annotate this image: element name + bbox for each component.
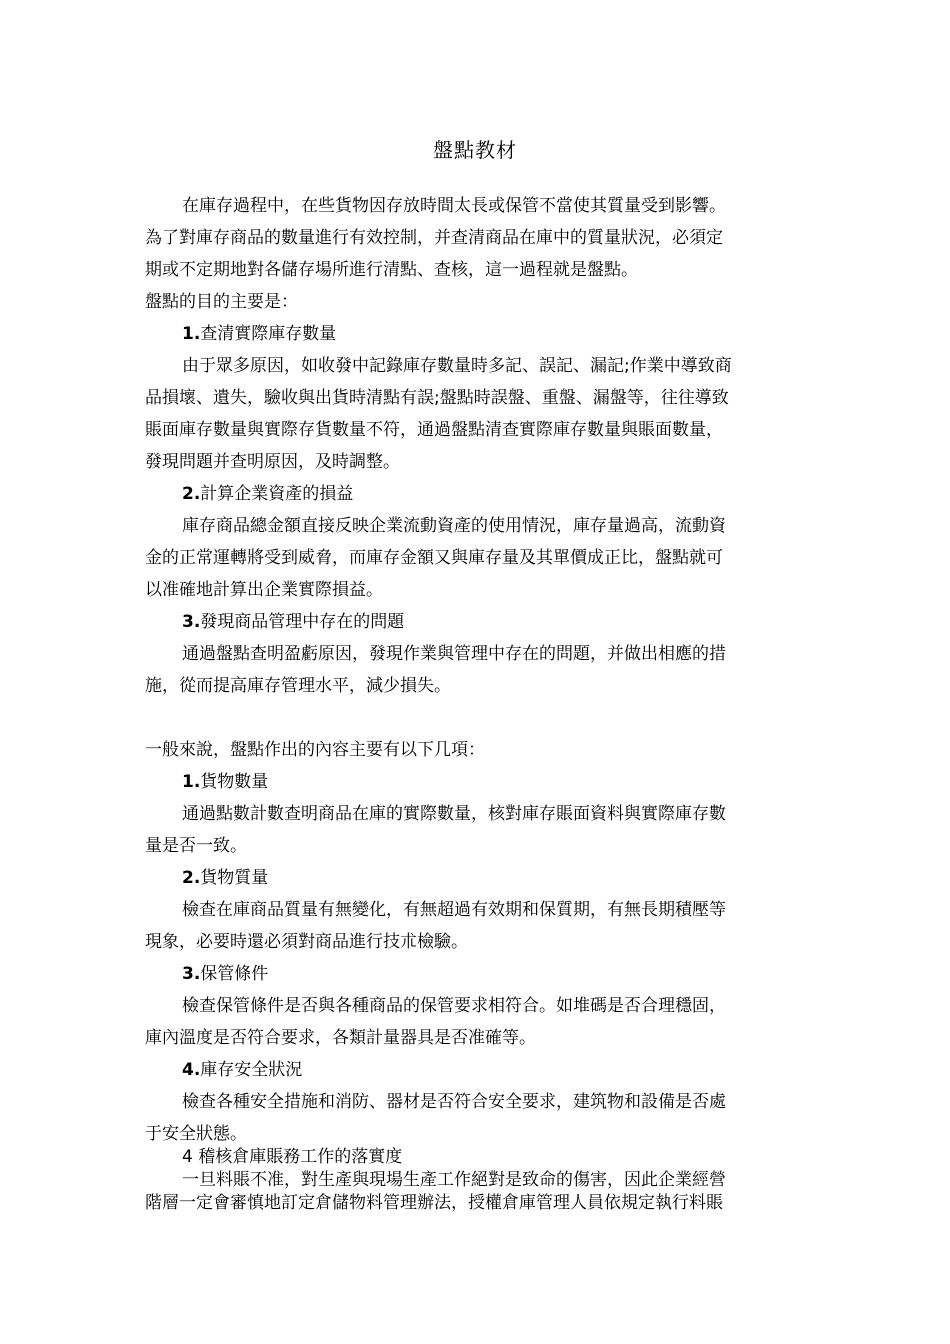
heading-number: 1. xyxy=(182,324,201,344)
paragraph-line: 庫內溫度是否符合要求，各類計量器具是否准確等。 xyxy=(145,1028,536,1048)
paragraph-line: 通過盤點查明盈虧原因，發現作業與管理中存在的問題，并做出相應的措 xyxy=(182,644,726,664)
paragraph-line: 為了對庫存商品的數量進行有效控制，并查清商品在庫中的質量狀況，必須定 xyxy=(145,228,723,248)
paragraph-line: 檢查保管條件是否與各種商品的保管要求相符合。如堆碼是否合理穩固， xyxy=(182,996,726,1016)
paragraph-line: 金的正常運轉將受到威脅，而庫存金額又與庫存量及其單價成正比，盤點就可 xyxy=(145,548,723,568)
paragraph-line: 一般來說，盤點作出的內容主要有以下几項： xyxy=(145,740,485,760)
section-heading xyxy=(182,322,805,346)
paragraph-line: 盤點的目的主要是： xyxy=(145,292,298,312)
heading-text: 發現商品管理中存在的問題 xyxy=(200,612,405,632)
heading-number: 2. xyxy=(182,484,201,504)
section-heading xyxy=(182,610,805,634)
paragraph-line: 庫存商品總金額直接反映企業流動資產的使用情況，庫存量過高，流動資 xyxy=(182,516,726,536)
paragraph-line: 檢查各種安全措施和消防、器材是否符合安全要求，建筑物和設備是否處 xyxy=(182,1092,726,1112)
paragraph-line: 發現問題并查明原因，及時調整。 xyxy=(145,452,400,472)
heading-number: 4. xyxy=(182,1060,201,1080)
paragraph-line: 品損壞、遺失，驗收與出貨時清點有誤;盤點時誤盤、重盤、漏盤等，往往導致 xyxy=(145,388,729,408)
section-heading xyxy=(182,962,805,986)
heading-number: 2. xyxy=(182,868,201,888)
paragraph-line: 量是否一致。 xyxy=(145,836,247,856)
paragraph-line: 施，從而提高庫存管理水平，減少損失。 xyxy=(145,676,451,696)
section-heading xyxy=(182,1058,805,1082)
paragraph-line: 階層一定會審慎地訂定倉儲物料管理辦法，授權倉庫管理人員依規定執行料賬 xyxy=(145,1193,723,1213)
paragraph-line: 以准確地計算出企業實際損益。 xyxy=(145,580,383,600)
heading-text: 查清實際庫存數量 xyxy=(200,324,337,344)
page-title: 盤點教材 xyxy=(433,138,517,162)
paragraph-line: 在庫存過程中，在些貨物因存放時間太長或保管不當使其質量受到影響。 xyxy=(182,196,726,216)
heading-text: 貨物數量 xyxy=(200,772,269,792)
section-heading xyxy=(182,866,805,890)
paragraph-line: 期或不定期地對各儲存場所進行清點、查核，這一過程就是盤點。 xyxy=(145,260,638,280)
paragraph-line: 檢查在庫商品質量有無變化，有無超過有效期和保質期，有無長期積壓等 xyxy=(182,900,726,920)
section-heading: 4 稽核倉庫賬務工作的落實度 xyxy=(182,1147,403,1167)
paragraph-line: 賬面庫存數量與實際存貨數量不符，通過盤點清查實際庫存數量與賬面數量， xyxy=(145,420,723,440)
paragraph-line: 由于眾多原因，如收發中記錄庫存數量時多記、誤記、漏記;作業中導致商 xyxy=(182,356,732,376)
paragraph-line: 一旦料賬不准，對生產與現場生產工作絕對是致命的傷害，因此企業經營 xyxy=(182,1170,726,1190)
paragraph-line: 于安全狀態。 xyxy=(145,1124,247,1144)
paragraph-line: 現象，必要時還必須對商品進行技朮檢驗。 xyxy=(145,932,468,952)
heading-text: 計算企業資產的損益 xyxy=(200,484,354,504)
heading-text: 貨物質量 xyxy=(200,868,269,888)
heading-text: 庫存安全狀況 xyxy=(200,1060,303,1080)
paragraph-line: 通過點數計數查明商品在庫的實際數量，核對庫存賬面資料與實際庫存數 xyxy=(182,804,726,824)
heading-number: 1. xyxy=(182,772,201,792)
section-heading xyxy=(182,482,805,506)
heading-number: 3. xyxy=(182,964,201,984)
heading-number: 3. xyxy=(182,612,201,632)
heading-text: 保管條件 xyxy=(200,964,269,984)
section-heading xyxy=(182,770,805,794)
